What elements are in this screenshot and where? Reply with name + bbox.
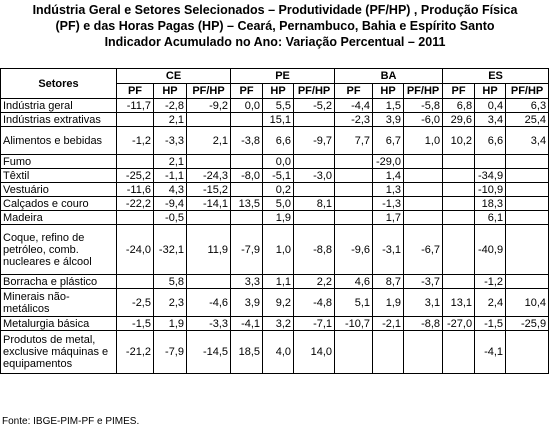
report-title [0, 2, 550, 50]
sub-header-ba-pf-hp: PF/HP [404, 84, 443, 99]
title-line-2: (PF) e das Horas Pagas (HP) – Ceará, Pernambuco, Bahia e Espírito Santo [55, 19, 495, 33]
value-cell [187, 275, 231, 289]
value-cell [117, 211, 154, 225]
value-cell: 5,8 [154, 275, 187, 289]
value-cell: -1,3 [373, 197, 404, 211]
productivity-table [0, 68, 549, 374]
value-cell: -24,0 [117, 225, 154, 275]
value-cell: -9,4 [154, 197, 187, 211]
table-row [1, 275, 549, 289]
value-cell: -29,0 [373, 155, 404, 169]
value-cell [506, 211, 549, 225]
sector-name: Indústrias extrativas [1, 113, 117, 127]
value-cell: -3,7 [404, 275, 443, 289]
value-cell: 8,7 [373, 275, 404, 289]
value-cell: 2,1 [154, 113, 187, 127]
table-row [1, 211, 549, 225]
value-cell: 29,6 [443, 113, 475, 127]
value-cell: 6,8 [443, 99, 475, 113]
value-cell: 1,0 [404, 127, 443, 155]
value-cell: 6,1 [475, 211, 506, 225]
value-cell: -2,8 [154, 99, 187, 113]
value-cell [404, 155, 443, 169]
value-cell: -9,7 [294, 127, 335, 155]
value-cell: 18,5 [231, 331, 263, 374]
value-cell: -25,9 [506, 317, 549, 331]
value-cell: 2,3 [154, 289, 187, 317]
table-body [1, 99, 549, 374]
value-cell: 15,1 [263, 113, 294, 127]
value-cell [335, 169, 373, 183]
value-cell: -14,5 [187, 331, 231, 374]
sector-name: Vestuário [1, 183, 117, 197]
value-cell: 2,2 [294, 275, 335, 289]
sector-header: Setores [1, 69, 117, 99]
value-cell [231, 183, 263, 197]
state-header-ce: CE [117, 69, 231, 84]
value-cell [335, 183, 373, 197]
value-cell: 18,3 [475, 197, 506, 211]
value-cell [231, 155, 263, 169]
state-header-row [1, 69, 549, 84]
value-cell: -40,9 [475, 225, 506, 275]
state-header-pe: PE [231, 69, 335, 84]
value-cell [294, 113, 335, 127]
sector-name: Coque, refino de petróleo, comb. nucleares e álcool [1, 225, 117, 275]
value-cell: -5,8 [404, 99, 443, 113]
value-cell [443, 155, 475, 169]
value-cell: -2,1 [373, 317, 404, 331]
sector-name: Têxtil [1, 169, 117, 183]
value-cell: -2,5 [117, 289, 154, 317]
sector-name: Metalurgia básica [1, 317, 117, 331]
value-cell [443, 197, 475, 211]
value-cell: 4,6 [335, 275, 373, 289]
value-cell: 1,3 [373, 183, 404, 197]
value-cell: 3,4 [506, 127, 549, 155]
value-cell [443, 211, 475, 225]
state-header-ba: BA [335, 69, 443, 84]
table-row [1, 197, 549, 211]
value-cell: -1,5 [475, 317, 506, 331]
table-row [1, 225, 549, 275]
value-cell: -3,3 [187, 317, 231, 331]
value-cell: 0,0 [263, 155, 294, 169]
title-line-1: Indústria Geral e Setores Selecionados – Produtividade (PF/HP) , Produção Física [32, 3, 518, 17]
value-cell [335, 197, 373, 211]
value-cell: 3,1 [404, 289, 443, 317]
value-cell: 3,4 [475, 113, 506, 127]
value-cell [373, 331, 404, 374]
value-cell [506, 155, 549, 169]
value-cell: -4,1 [475, 331, 506, 374]
sub-header-es-pf: PF [443, 84, 475, 99]
value-cell: 1,1 [263, 275, 294, 289]
value-cell [117, 275, 154, 289]
value-cell [475, 155, 506, 169]
value-cell: 1,9 [373, 289, 404, 317]
value-cell: -7,9 [231, 225, 263, 275]
value-cell: -14,1 [187, 197, 231, 211]
sub-header-ce-pf-hp: PF/HP [187, 84, 231, 99]
sub-header-pe-pf: PF [231, 84, 263, 99]
value-cell: -5,1 [263, 169, 294, 183]
value-cell: -6,0 [404, 113, 443, 127]
sub-header-pe-pf-hp: PF/HP [294, 84, 335, 99]
value-cell [187, 155, 231, 169]
value-cell: -9,6 [335, 225, 373, 275]
value-cell: -10,7 [335, 317, 373, 331]
sub-header-pe-hp: HP [263, 84, 294, 99]
value-cell: -8,8 [404, 317, 443, 331]
value-cell: -3,1 [373, 225, 404, 275]
value-cell: -7,1 [294, 317, 335, 331]
value-cell [443, 275, 475, 289]
value-cell: -3,3 [154, 127, 187, 155]
value-cell [506, 183, 549, 197]
value-cell: 10,2 [443, 127, 475, 155]
value-cell [294, 183, 335, 197]
value-cell [404, 197, 443, 211]
value-cell: 4,0 [263, 331, 294, 374]
sub-header-ba-hp: HP [373, 84, 404, 99]
value-cell: -8,0 [231, 169, 263, 183]
value-cell: 3,9 [373, 113, 404, 127]
value-cell [335, 331, 373, 374]
value-cell: -4,6 [187, 289, 231, 317]
table-row [1, 169, 549, 183]
value-cell: 14,0 [294, 331, 335, 374]
value-cell: -22,2 [117, 197, 154, 211]
sector-name: Produtos de metal, exclusive máquinas e equipamentos [1, 331, 117, 374]
value-cell: -25,2 [117, 169, 154, 183]
value-cell: 6,6 [263, 127, 294, 155]
sector-name: Minerais não-metálicos [1, 289, 117, 317]
value-cell: 0,2 [263, 183, 294, 197]
value-cell: 9,2 [263, 289, 294, 317]
value-cell: 5,0 [263, 197, 294, 211]
value-cell: -4,8 [294, 289, 335, 317]
value-cell [506, 197, 549, 211]
value-cell: 10,4 [506, 289, 549, 317]
value-cell [117, 113, 154, 127]
table-row [1, 289, 549, 317]
table-row [1, 331, 549, 374]
title-line-3: Indicador Acumulado no Ano: Variação Percentual – 2011 [104, 35, 446, 49]
value-cell [404, 169, 443, 183]
value-cell: -34,9 [475, 169, 506, 183]
value-cell [443, 183, 475, 197]
value-cell: -7,9 [154, 331, 187, 374]
sub-header-es-hp: HP [475, 84, 506, 99]
value-cell [117, 155, 154, 169]
value-cell [404, 331, 443, 374]
value-cell: -5,2 [294, 99, 335, 113]
value-cell: -27,0 [443, 317, 475, 331]
table-row [1, 113, 549, 127]
value-cell: -6,7 [404, 225, 443, 275]
value-cell [335, 211, 373, 225]
table-row [1, 99, 549, 113]
table-row [1, 183, 549, 197]
value-cell: -2,3 [335, 113, 373, 127]
value-cell: 2,1 [187, 127, 231, 155]
value-cell: -24,3 [187, 169, 231, 183]
value-cell: 7,7 [335, 127, 373, 155]
value-cell: -1,1 [154, 169, 187, 183]
value-cell [335, 155, 373, 169]
sub-header-es-pf-hp: PF/HP [506, 84, 549, 99]
value-cell: -15,2 [187, 183, 231, 197]
value-cell: -32,1 [154, 225, 187, 275]
sector-name: Borracha e plástico [1, 275, 117, 289]
value-cell: 25,4 [506, 113, 549, 127]
value-cell: -9,2 [187, 99, 231, 113]
table-row [1, 127, 549, 155]
value-cell: 0,0 [231, 99, 263, 113]
value-cell: -8,8 [294, 225, 335, 275]
value-cell [506, 331, 549, 374]
value-cell: 5,1 [335, 289, 373, 317]
value-cell [294, 211, 335, 225]
value-cell: 1,9 [154, 317, 187, 331]
value-cell: 6,7 [373, 127, 404, 155]
sector-name: Madeira [1, 211, 117, 225]
value-cell [443, 169, 475, 183]
value-cell [404, 183, 443, 197]
value-cell: 1,9 [263, 211, 294, 225]
value-cell: 1,4 [373, 169, 404, 183]
value-cell [187, 211, 231, 225]
table-row [1, 317, 549, 331]
value-cell: 6,6 [475, 127, 506, 155]
sub-header-ba-pf: PF [335, 84, 373, 99]
value-cell: 1,5 [373, 99, 404, 113]
state-header-es: ES [443, 69, 549, 84]
value-cell: 3,9 [231, 289, 263, 317]
value-cell: 11,9 [187, 225, 231, 275]
value-cell: -3,0 [294, 169, 335, 183]
value-cell: 4,3 [154, 183, 187, 197]
sub-header-ce-pf: PF [117, 84, 154, 99]
table-row [1, 155, 549, 169]
value-cell: 13,1 [443, 289, 475, 317]
value-cell: 5,5 [263, 99, 294, 113]
value-cell: 2,4 [475, 289, 506, 317]
value-cell [231, 113, 263, 127]
value-cell: -1,2 [117, 127, 154, 155]
value-cell [294, 155, 335, 169]
value-cell: 2,1 [154, 155, 187, 169]
sub-header-ce-hp: HP [154, 84, 187, 99]
value-cell: -11,7 [117, 99, 154, 113]
value-cell: -0,5 [154, 211, 187, 225]
value-cell: 13,5 [231, 197, 263, 211]
value-cell: -4,4 [335, 99, 373, 113]
value-cell: 3,2 [263, 317, 294, 331]
value-cell [443, 331, 475, 374]
sector-name: Calçados e couro [1, 197, 117, 211]
sector-name: Alimentos e bebidas [1, 127, 117, 155]
value-cell [231, 211, 263, 225]
value-cell: -3,8 [231, 127, 263, 155]
value-cell [506, 275, 549, 289]
value-cell: 3,3 [231, 275, 263, 289]
value-cell [443, 225, 475, 275]
value-cell [404, 211, 443, 225]
source-note: Fonte: IBGE-PIM-PF e PIMES. [2, 416, 140, 427]
sector-name: Indústria geral [1, 99, 117, 113]
value-cell: -10,9 [475, 183, 506, 197]
value-cell [506, 169, 549, 183]
value-cell: 6,3 [506, 99, 549, 113]
value-cell: -21,2 [117, 331, 154, 374]
value-cell: -4,1 [231, 317, 263, 331]
value-cell: 1,7 [373, 211, 404, 225]
value-cell [187, 113, 231, 127]
value-cell: -1,2 [475, 275, 506, 289]
value-cell: -1,5 [117, 317, 154, 331]
value-cell: 8,1 [294, 197, 335, 211]
value-cell: 1,0 [263, 225, 294, 275]
value-cell: -11,6 [117, 183, 154, 197]
sector-name: Fumo [1, 155, 117, 169]
value-cell [506, 225, 549, 275]
value-cell: 0,4 [475, 99, 506, 113]
